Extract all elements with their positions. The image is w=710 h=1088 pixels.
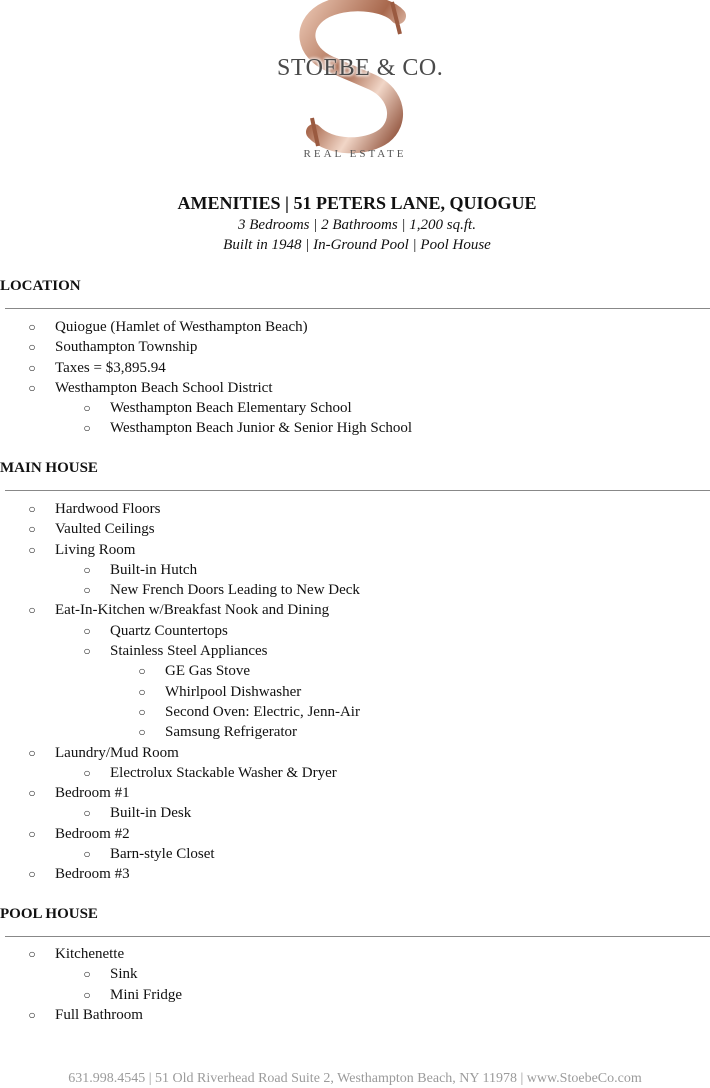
property-summary-line-2: Built in 1948 | In-Ground Pool | Pool House xyxy=(223,237,491,253)
bullet-circle-icon: ○ xyxy=(28,786,36,801)
section-main-house: MAIN HOUSE ○ Hardwood Floors ○ Vaulted Ceilings ○ Living Room ○ Built-in Hutch ○ New French Doors Leading to New Deck ○ Eat-In-Kitchen w/Breakfast Nook and Dining ○ Quartz Countertops ○ Stainless Steel Appliances ○ GE Gas Stove ○ Whirlpool Dishwasher ○ Second Oven: Electric, Jenn-Air ○ Samsung Refrigerator ○ Laundry/Mud Room ○ Electrolux Stackable Washer & Dryer ○ Bedroom #1 ○ Built-in Desk ○ Bedroom #2 ○ Barn-style Closet ○ Bedroom #3 xyxy=(0,458,710,491)
page-title: AMENITIES | 51 PETERS LANE, QUIOGUE xyxy=(177,193,537,213)
bullet-circle-icon: ○ xyxy=(83,987,91,1002)
bullet-circle-icon: ○ xyxy=(28,522,36,537)
bullet-circle-icon: ○ xyxy=(28,542,36,557)
logo-s-monogram-icon xyxy=(0,0,710,170)
bullet-circle-icon: ○ xyxy=(83,644,91,659)
section-pool-house: POOL HOUSE ○ Kitchenette ○ Sink ○ Mini Fridge ○ Full Bathroom xyxy=(0,904,710,937)
bullet-circle-icon: ○ xyxy=(28,320,36,334)
bullet-circle-icon: ○ xyxy=(138,704,146,719)
logo-tagline: REAL ESTATE xyxy=(303,148,407,160)
section-location: LOCATION ○ Quiogue (Hamlet of Westhampton Beach) ○ Southampton Township ○ Taxes = $3,895.94 ○ Westhampton Beach School District ○ Westhampton Beach Elementary School ○ Westhampton Beach Junior & Senior High School xyxy=(0,276,710,309)
section-divider xyxy=(5,490,710,491)
bullet-circle-icon: ○ xyxy=(83,806,91,821)
bullet-circle-icon: ○ xyxy=(83,421,91,436)
bullet-circle-icon: ○ xyxy=(83,847,91,862)
bullet-circle-icon: ○ xyxy=(28,603,36,618)
section-heading: MAIN HOUSE xyxy=(0,460,98,476)
company-logo xyxy=(0,0,710,170)
bullet-circle-icon: ○ xyxy=(83,562,91,577)
bullet-circle-icon: ○ xyxy=(83,765,91,780)
section-divider xyxy=(5,308,710,309)
bullet-circle-icon: ○ xyxy=(83,583,91,598)
bullet-circle-icon: ○ xyxy=(138,684,146,699)
bullet-circle-icon: ○ xyxy=(138,725,146,740)
bullet-circle-icon: ○ xyxy=(28,502,36,516)
bullet-circle-icon: ○ xyxy=(28,826,36,841)
section-divider xyxy=(5,936,710,937)
section-heading: POOL HOUSE xyxy=(0,906,98,922)
bullet-circle-icon: ○ xyxy=(28,745,36,760)
logo-brand-name: STOEBE & CO. xyxy=(277,55,444,81)
bullet-circle-icon: ○ xyxy=(28,340,36,355)
property-summary-line-1: 3 Bedrooms | 2 Bathrooms | 1,200 sq.ft. xyxy=(238,217,476,233)
bullet-circle-icon: ○ xyxy=(83,401,91,416)
bullet-circle-icon: ○ xyxy=(28,867,36,882)
bullet-circle-icon: ○ xyxy=(28,947,36,961)
bullet-circle-icon: ○ xyxy=(83,967,91,982)
bullet-circle-icon: ○ xyxy=(138,664,146,679)
contact-footer: 631.998.4545 | 51 Old Riverhead Road Suite 2, Westhampton Beach, NY 11978 | www.StoebeCo.com xyxy=(68,1071,642,1086)
bullet-circle-icon: ○ xyxy=(28,360,36,375)
bullet-circle-icon: ○ xyxy=(28,1007,36,1022)
section-heading: LOCATION xyxy=(0,278,81,294)
bullet-circle-icon: ○ xyxy=(83,623,91,638)
bullet-circle-icon: ○ xyxy=(28,380,36,395)
